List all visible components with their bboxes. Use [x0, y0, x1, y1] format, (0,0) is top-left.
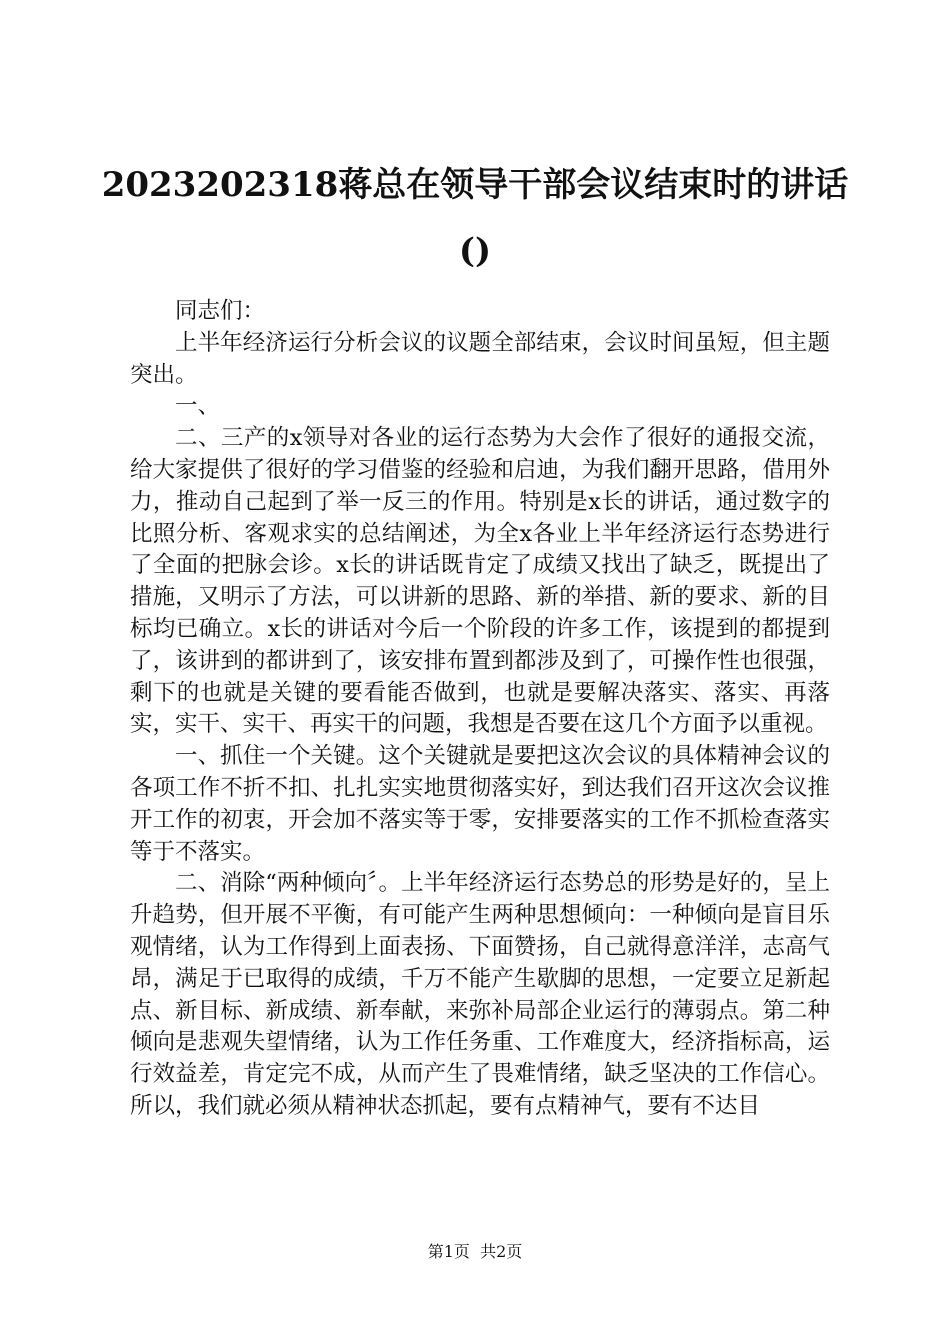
page-total: 共2页 — [480, 1242, 523, 1261]
paragraph-greeting: 同志们： — [175, 298, 266, 324]
paragraph-key-point: 一、抓住一个关键。这个关键就是要把这次会议的具体精神会议的各项工作不折不扣、扎扎实实地贯彻落实好，到达我们召开这次会议推开工作的初衷，开会加不落实等于零，安排要落实的工作不抓检查落实等于不落实。 — [130, 743, 830, 865]
document-body — [130, 296, 830, 1123]
paragraph-two-tendencies: 二、消除“两种倾向〞。上半年经济运行态势总的形势是好的，呈上升趋势，但开展不平衡，有可能产生两种思想倾向：一种倾向是盲目乐观情绪，认为工作得到上面表扬、下面赞扬，自己就得意洋洋，志高气昂，满足于已取得的成绩，千万不能产生歇脚的思想，一定要立足新起点、新目标、新成绩、新奉献，来弥补局部企业运行的薄弱点。第二种倾向是悲观失望情绪，认为工作任务重、工作难度大，经济指标高，运行效益差，肯定完不成，从而产生了畏难情绪，缺乏坚决的工作信心。所以，我们就必须从精神状态抓起，要有点精神气，要有不达目 — [130, 870, 830, 1119]
paragraph-section-one-marker: 一、 — [175, 393, 221, 420]
page-number: 第1页 — [427, 1242, 470, 1261]
page-footer — [0, 1242, 950, 1262]
document-title: 2023202318蒋总在领导干部会议结束时的讲话() — [101, 165, 849, 271]
paragraph-intro: 上半年经济运行分析会议的议题全部结束，会议时间虽短，但主题突出。 — [130, 329, 830, 388]
paragraph-review: 二、三产的x领导对各业的运行态势为大会作了很好的通报交流，给大家提供了很好的学习借鉴的经验和启迪，为我们翻开思路，借用外力，推动自己起到了举一反三的作用。特别是x长的讲话，通过数字的比照分析、客观求实的总结阐述，为全x各业上半年经济运行态势进行了全面的把脉会诊。x长的讲话既肯定了成绩又找出了缺乏，既提出了措施，又明示了方法，可以讲新的思路、新的举措、新的要求、新的目标均已确立。x长的讲话对今后一个阶段的许多工作，该提到的都提到了，该讲到的都讲到了，该安排布置到都涉及到了，可操作性也很强，剩下的也就是关键的要看能否做到，也就是要解决落实、落实、再落实，实干、实干、再实干的问题，我想是否要在这几个方面予以重视。 — [130, 425, 830, 738]
